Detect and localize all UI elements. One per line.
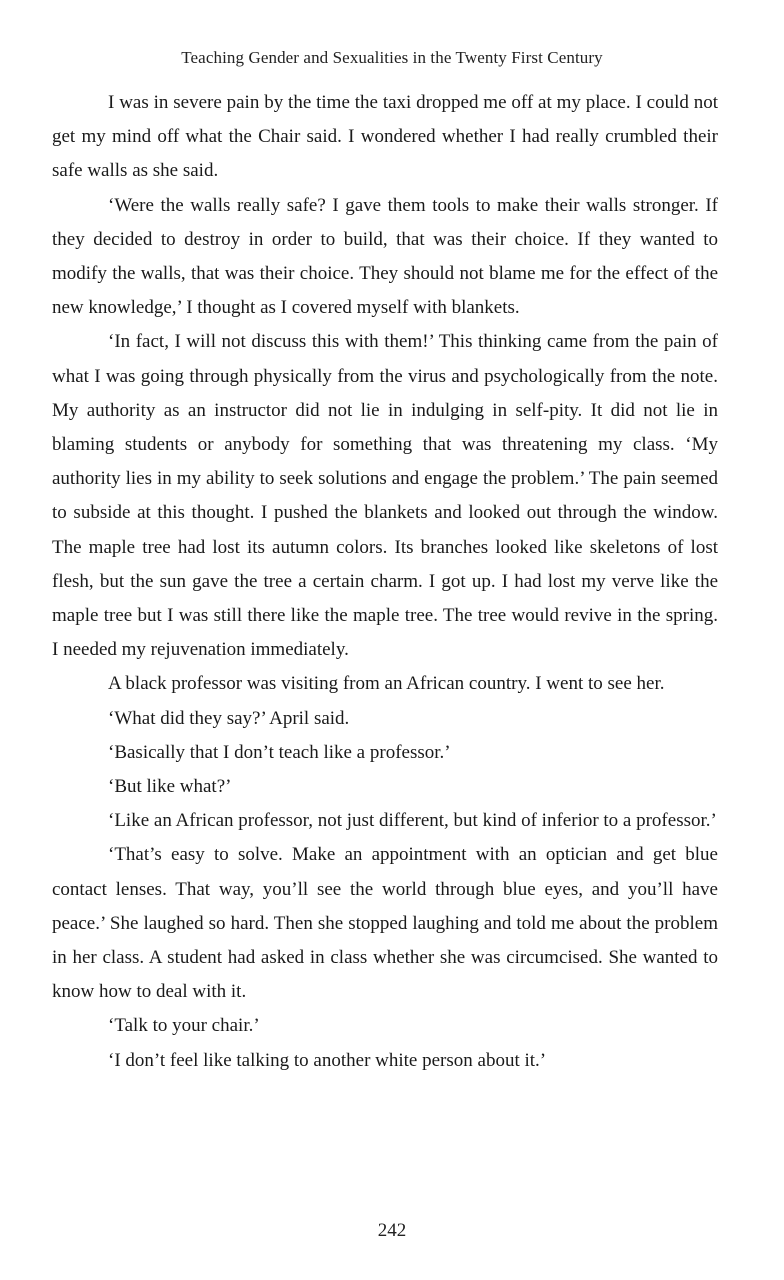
paragraph: I was in severe pain by the time the taxi dropped me off at my place. I could not get my mind off what the Chair said. I wondered whether I had really crumbled their safe walls as she said. (52, 92, 718, 182)
running-header: Teaching Gender and Sexualities in the Twenty First Century (181, 48, 603, 67)
paragraph: ‘Talk to your chair.’ (108, 1015, 260, 1037)
page-number: 242 (377, 1220, 407, 1241)
body-text (52, 86, 718, 1078)
paragraph: ‘Like an African professor, not just different, but kind of inferior to a professor.’ (108, 810, 717, 832)
paragraph: ‘In fact, I will not discuss this with them!’ This thinking came from the pain of what I was going through physically from the virus and psychologically from the note. My authority as an instructor did not lie in indulging in self-pity. It did not lie in blaming students or anybody for something that was threatening my class. ‘My authority lies in my ability to seek solutions and engage the problem.’ The pain seemed to subside at this thought. I pushed the blankets and looked out through the window. The maple tree had lost its autumn colors. Its branches looked like skeletons of lost flesh, but the sun gave the tree a certain charm. I got up. I had lost my verve like the maple tree but I was still there like the maple tree. The tree would revive in the spring. I needed my rejuvenation immediately. (52, 331, 718, 661)
paragraph: ‘I don’t feel like talking to another white person about it.’ (108, 1049, 547, 1071)
paragraph: ‘What did they say?’ April said. (108, 707, 350, 729)
paragraph: A black professor was visiting from an African country. I went to see her. (108, 673, 665, 695)
paragraph: ‘Were the walls really safe? I gave them tools to make their walls stronger. If they decided to destroy in order to build, that was their choice. If they wanted to modify the walls, that was their choice. They should not blame me for the effect of the new knowledge,’ I thought as I covered myself with blankets. (52, 194, 718, 319)
paragraph: ‘Basically that I don’t teach like a professor.’ (108, 741, 451, 763)
paragraph: ‘That’s easy to solve. Make an appointment with an optician and get blue contact lenses. That way, you’ll see the world through blue eyes, and you’ll have peace.’ She laughed so hard. Then she stopped laughing and told me about the problem in her class. A student had asked in class whether she was circumcised. She wanted to know how to deal with it. (52, 844, 718, 1003)
paragraph: ‘But like what?’ (108, 776, 232, 798)
